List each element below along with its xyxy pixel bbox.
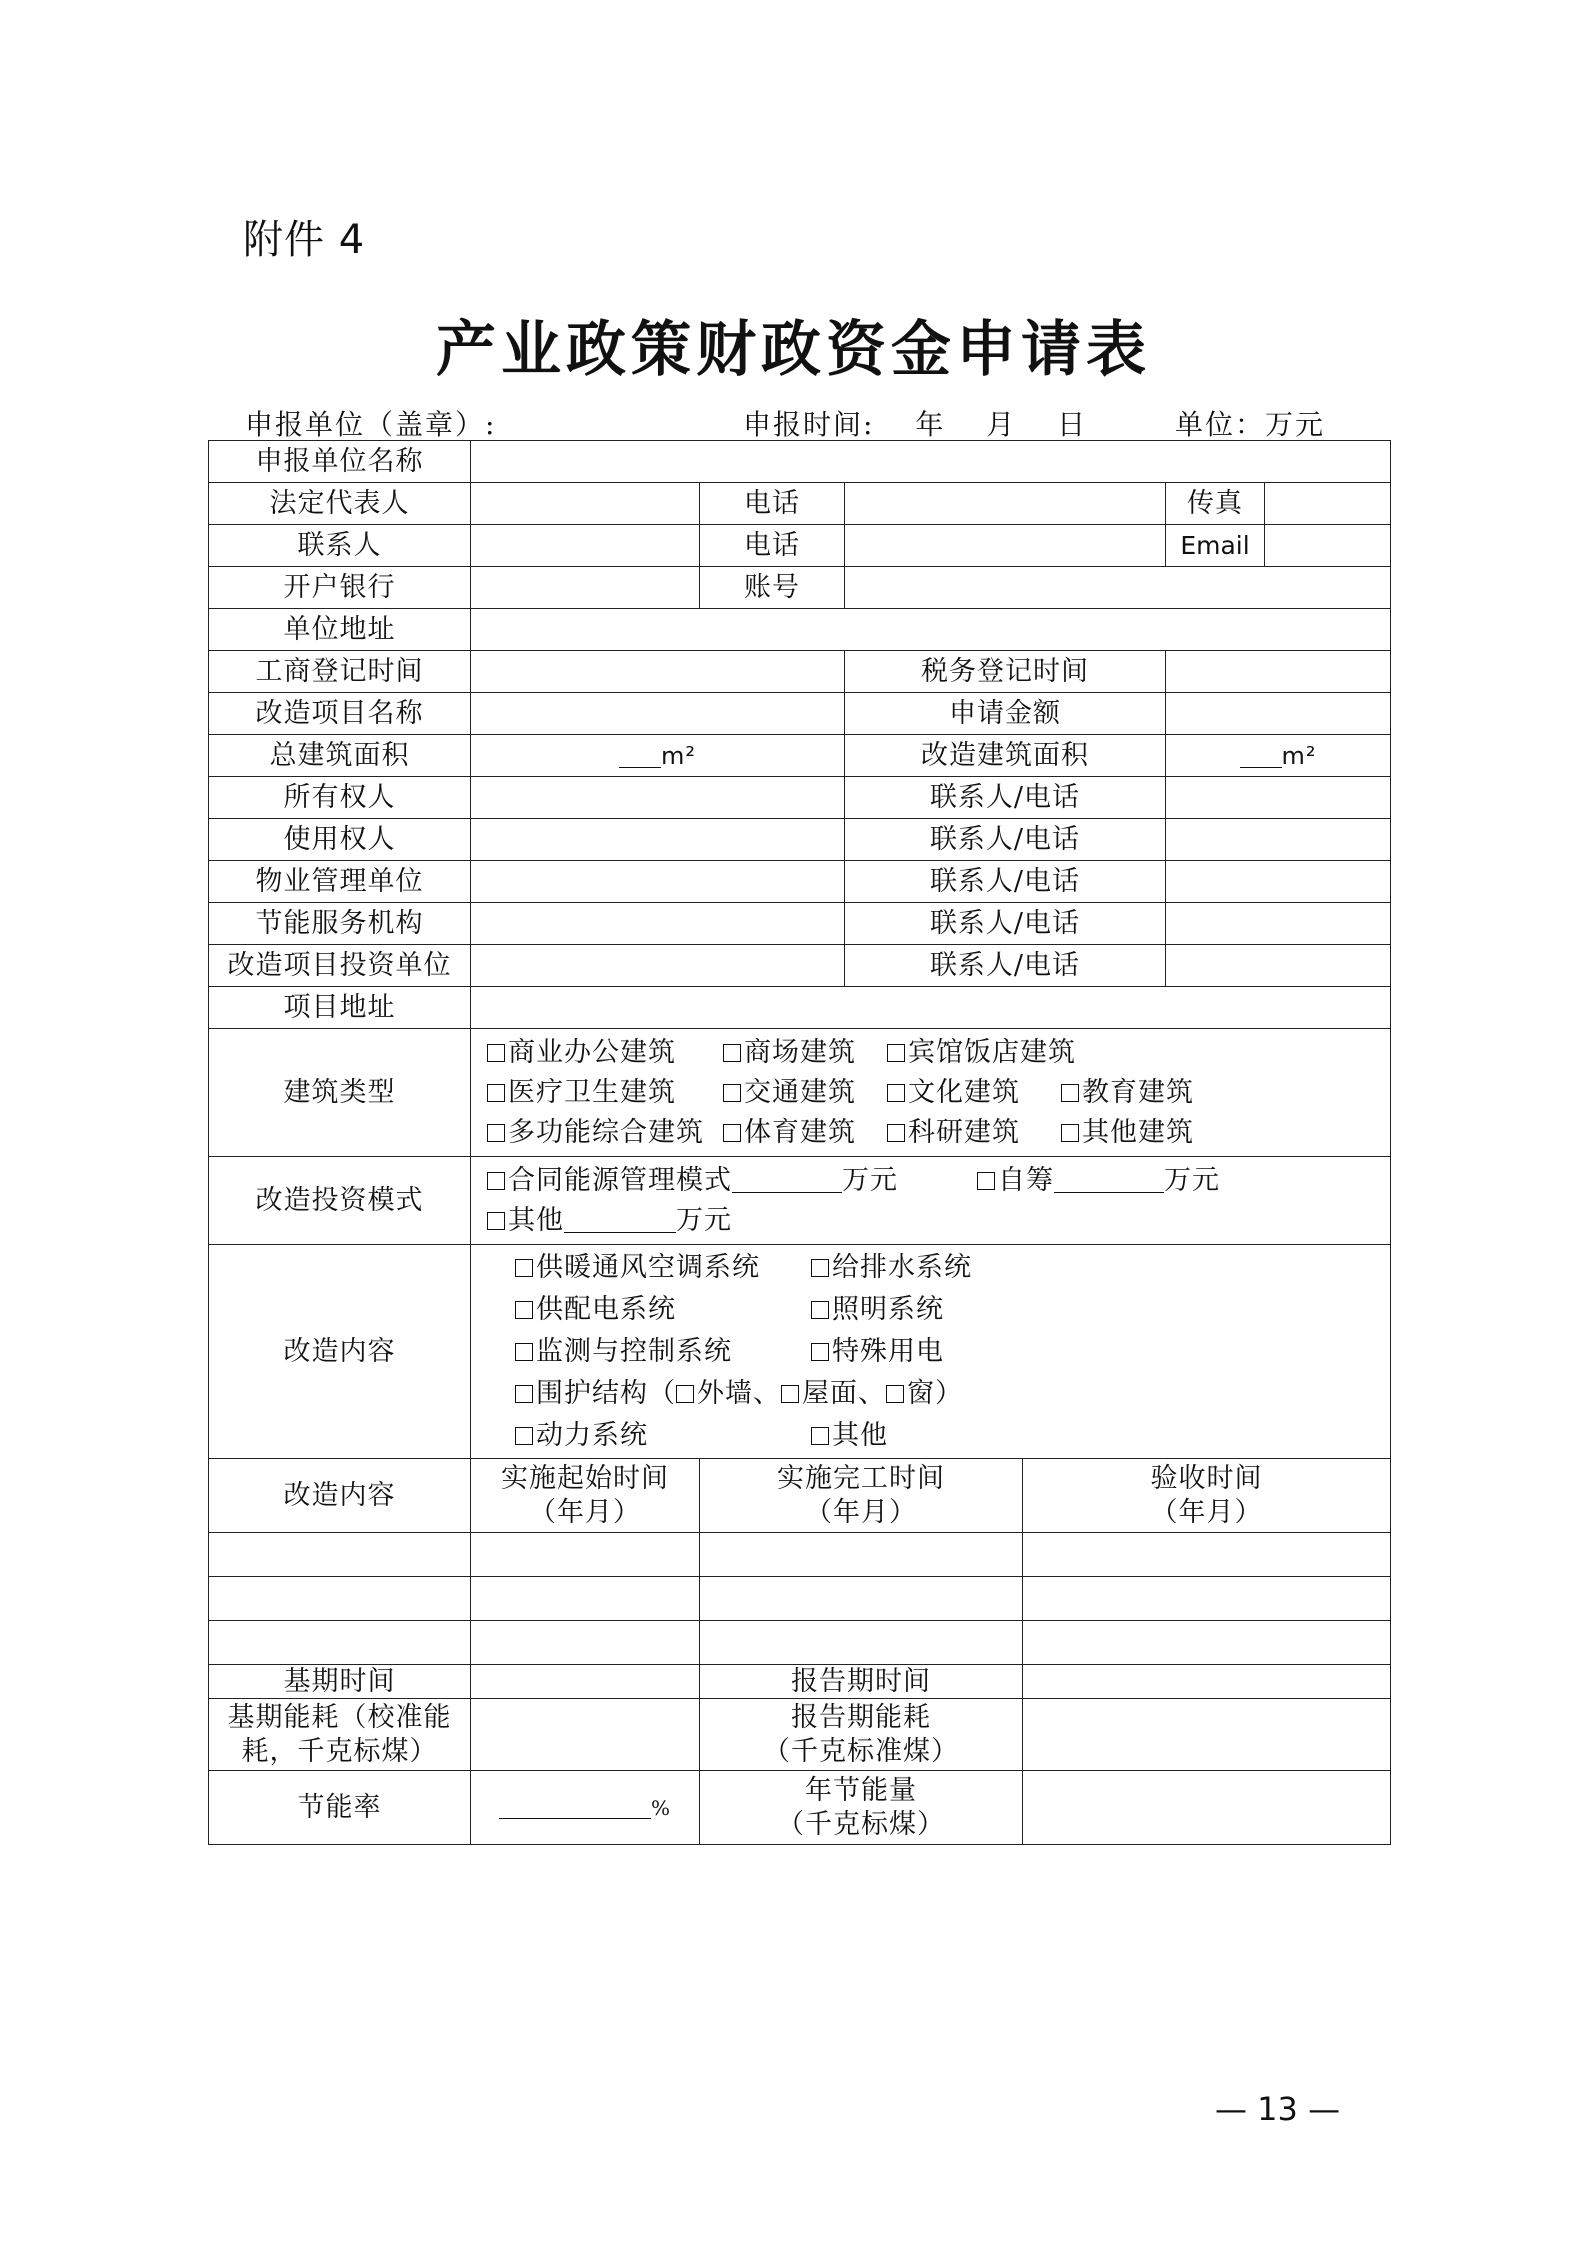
tax-reg-time-label: 税务登记时间 — [845, 651, 1166, 693]
applicant-label: 申报单位名称 — [209, 441, 471, 483]
invest-other-option[interactable]: 其他 万元 — [487, 1205, 732, 1236]
building-type-option[interactable]: 教育建筑 — [1061, 1077, 1194, 1108]
table-row — [209, 861, 1391, 903]
table-row — [209, 1459, 1391, 1533]
renov-area-blank[interactable] — [1240, 741, 1282, 768]
tax-reg-time-value-cell[interactable] — [1166, 651, 1391, 693]
checkbox-icon[interactable] — [487, 1124, 505, 1142]
invest-other-blank[interactable] — [564, 1206, 676, 1233]
renov-option-special[interactable]: 特殊用电 — [811, 1336, 944, 1367]
checkbox-icon[interactable] — [886, 1385, 904, 1403]
table-row — [209, 1771, 1391, 1845]
schedule-start-cell[interactable] — [471, 1533, 700, 1577]
renov-area-label: 改造建筑面积 — [845, 735, 1166, 777]
page-number: — 13 — — [1215, 2090, 1341, 2128]
renov-option-lighting[interactable]: 照明系统 — [811, 1294, 944, 1325]
renov-content-label: 改造内容 — [209, 1245, 471, 1459]
contact-phone-label: 联系人/电话 — [845, 903, 1166, 945]
address-value-cell[interactable] — [471, 609, 1391, 651]
schedule-start-cell[interactable] — [471, 1577, 700, 1621]
building-type-option[interactable]: 体育建筑 — [723, 1113, 887, 1153]
report-energy-value-cell[interactable] — [1023, 1699, 1391, 1771]
phone-label: 电话 — [700, 483, 845, 525]
bank-label: 开户银行 — [209, 567, 471, 609]
saving-rate-label: 节能率 — [209, 1771, 471, 1845]
checkbox-icon[interactable] — [515, 1385, 533, 1403]
email-value-cell[interactable] — [1265, 525, 1391, 567]
area-unit: m² — [661, 741, 696, 770]
building-type-option[interactable]: 医疗卫生建筑 — [487, 1073, 723, 1113]
user-contact-cell[interactable] — [1166, 819, 1391, 861]
schedule-content-cell[interactable] — [209, 1621, 471, 1665]
account-value-cell[interactable] — [845, 567, 1391, 609]
table-row — [209, 1577, 1391, 1621]
renov-option-monitor[interactable]: 监测与控制系统 — [515, 1331, 811, 1373]
apply-amount-label: 申请金额 — [845, 693, 1166, 735]
table-row — [209, 945, 1391, 987]
renov-option-power[interactable]: 供配电系统 — [515, 1289, 811, 1331]
apply-amount-value-cell[interactable] — [1166, 693, 1391, 735]
checkbox-icon[interactable] — [811, 1259, 829, 1277]
investor-contact-cell[interactable] — [1166, 945, 1391, 987]
checkbox-icon[interactable] — [515, 1301, 533, 1319]
table-row — [209, 609, 1391, 651]
base-energy-value-cell[interactable] — [471, 1699, 700, 1771]
report-period-value-cell[interactable] — [1023, 1665, 1391, 1699]
table-row — [209, 735, 1391, 777]
accept-time-header: 验收时间 （年月） — [1023, 1459, 1391, 1533]
table-row — [209, 1533, 1391, 1577]
table-row — [209, 987, 1391, 1029]
table-row — [209, 693, 1391, 735]
applicant-unit-label: 申报单位（盖章）: — [245, 408, 497, 441]
table-row — [209, 1245, 1391, 1459]
total-area-label: 总建筑面积 — [209, 735, 471, 777]
table-row — [209, 483, 1391, 525]
renov-option-motive[interactable]: 动力系统 — [515, 1415, 811, 1457]
contact-label: 联系人 — [209, 525, 471, 567]
annual-saving-label: 年节能量 （千克标煤） — [700, 1771, 1023, 1845]
checkbox-icon[interactable] — [723, 1084, 741, 1102]
invest-mode-label: 改造投资模式 — [209, 1157, 471, 1245]
checkbox-icon[interactable] — [811, 1343, 829, 1361]
energy-service-value-cell[interactable] — [471, 903, 845, 945]
table-row — [209, 1621, 1391, 1665]
bank-value-cell[interactable] — [471, 567, 700, 609]
project-address-value-cell[interactable] — [471, 987, 1391, 1029]
schedule-accept-cell[interactable] — [1023, 1621, 1391, 1665]
invest-mode-options — [471, 1157, 1391, 1245]
saving-rate-value-cell[interactable] — [471, 1771, 700, 1845]
end-time-header: 实施完工时间 （年月） — [700, 1459, 1023, 1533]
percent-sign: % — [650, 1796, 671, 1820]
building-type-option[interactable]: 交通建筑 — [723, 1073, 887, 1113]
table-row — [209, 441, 1391, 483]
user-label: 使用权人 — [209, 819, 471, 861]
legal-rep-phone-cell[interactable] — [845, 483, 1166, 525]
checkbox-icon[interactable] — [887, 1044, 905, 1062]
renov-option-envelope[interactable]: 围护结构（ 外墙、 屋面、 窗） — [515, 1378, 963, 1409]
building-type-option[interactable]: 其他建筑 — [1061, 1117, 1194, 1148]
biz-reg-time-value-cell[interactable] — [471, 651, 845, 693]
property-mgmt-value-cell[interactable] — [471, 861, 845, 903]
contact-phone-cell[interactable] — [845, 525, 1166, 567]
attachment-label: 附件 4 — [243, 217, 366, 263]
table-row — [209, 1665, 1391, 1699]
property-mgmt-label: 物业管理单位 — [209, 861, 471, 903]
contact-phone-label: 联系人/电话 — [845, 819, 1166, 861]
project-address-label: 项目地址 — [209, 987, 471, 1029]
table-row — [209, 651, 1391, 693]
schedule-accept-cell[interactable] — [1023, 1577, 1391, 1621]
email-label: Email — [1166, 525, 1265, 567]
checkbox-icon[interactable] — [887, 1124, 905, 1142]
table-row — [209, 525, 1391, 567]
building-type-option[interactable]: 宾馆饭店建筑 — [887, 1037, 1076, 1068]
checkbox-icon[interactable] — [723, 1044, 741, 1062]
saving-rate-blank[interactable] — [499, 1792, 651, 1819]
address-label: 单位地址 — [209, 609, 471, 651]
checkbox-icon[interactable] — [515, 1427, 533, 1445]
user-value-cell[interactable] — [471, 819, 845, 861]
checkbox-icon[interactable] — [515, 1343, 533, 1361]
checkbox-icon[interactable] — [723, 1124, 741, 1142]
base-energy-label: 基期能耗（校准能 耗，千克标煤） — [209, 1699, 471, 1771]
building-type-option[interactable]: 多功能综合建筑 — [487, 1113, 723, 1153]
checkbox-icon[interactable] — [676, 1385, 694, 1403]
phone-label: 电话 — [700, 525, 845, 567]
legal-rep-value-cell[interactable] — [471, 483, 700, 525]
building-type-option[interactable]: 科研建筑 — [887, 1113, 1061, 1153]
annual-saving-value-cell[interactable] — [1023, 1771, 1391, 1845]
legal-rep-label: 法定代表人 — [209, 483, 471, 525]
checkbox-icon[interactable] — [781, 1385, 799, 1403]
building-type-option[interactable]: 商业办公建筑 — [487, 1033, 723, 1073]
contact-value-cell[interactable] — [471, 525, 700, 567]
total-area-blank[interactable] — [619, 741, 661, 768]
project-name-label: 改造项目名称 — [209, 693, 471, 735]
checkbox-icon[interactable] — [1061, 1084, 1079, 1102]
checkbox-icon[interactable] — [487, 1172, 505, 1190]
currency-unit-label: 单位：万元 — [1175, 408, 1326, 441]
schedule-end-cell[interactable] — [700, 1533, 1023, 1577]
owner-label: 所有权人 — [209, 777, 471, 819]
checkbox-icon[interactable] — [811, 1301, 829, 1319]
invest-self-blank[interactable] — [1054, 1166, 1164, 1193]
renov-content-options — [471, 1245, 1391, 1459]
biz-reg-time-label: 工商登记时间 — [209, 651, 471, 693]
renov-option-other[interactable]: 其他 — [811, 1420, 888, 1451]
renov-content-label: 改造内容 — [209, 1459, 471, 1533]
checkbox-icon[interactable] — [487, 1044, 505, 1062]
table-row — [209, 1029, 1391, 1157]
contact-phone-label: 联系人/电话 — [845, 777, 1166, 819]
energy-service-contact-cell[interactable] — [1166, 903, 1391, 945]
base-period-label: 基期时间 — [209, 1665, 471, 1699]
building-type-option[interactable]: 商场建筑 — [723, 1033, 887, 1073]
table-row — [209, 819, 1391, 861]
contact-phone-label: 联系人/电话 — [845, 861, 1166, 903]
renov-area-value-cell[interactable] — [1166, 735, 1391, 777]
schedule-content-cell[interactable] — [209, 1533, 471, 1577]
renov-option-water[interactable]: 给排水系统 — [811, 1252, 972, 1283]
checkbox-icon[interactable] — [887, 1084, 905, 1102]
building-type-label: 建筑类型 — [209, 1029, 471, 1157]
report-period-label: 报告期时间 — [700, 1665, 1023, 1699]
schedule-end-cell[interactable] — [700, 1577, 1023, 1621]
project-name-value-cell[interactable] — [471, 693, 845, 735]
building-type-option[interactable]: 文化建筑 — [887, 1073, 1061, 1113]
application-date-label: 申报时间: 年 月 日 — [743, 408, 1088, 441]
checkbox-icon[interactable] — [977, 1172, 995, 1190]
invest-contract-blank[interactable] — [732, 1166, 842, 1193]
checkbox-icon[interactable] — [515, 1259, 533, 1277]
application-form-table — [208, 440, 1391, 1845]
checkbox-icon[interactable] — [1061, 1124, 1079, 1142]
owner-contact-cell[interactable] — [1166, 777, 1391, 819]
table-row — [209, 567, 1391, 609]
checkbox-icon[interactable] — [811, 1427, 829, 1445]
report-energy-label: 报告期能耗 （千克标准煤） — [700, 1699, 1023, 1771]
account-label: 账号 — [700, 567, 845, 609]
investor-label: 改造项目投资单位 — [209, 945, 471, 987]
property-mgmt-contact-cell[interactable] — [1166, 861, 1391, 903]
table-row — [209, 777, 1391, 819]
checkbox-icon[interactable] — [487, 1084, 505, 1102]
schedule-end-cell[interactable] — [700, 1621, 1023, 1665]
invest-contract-option[interactable]: 合同能源管理模式 万元 — [487, 1161, 977, 1201]
investor-value-cell[interactable] — [471, 945, 845, 987]
base-period-value-cell[interactable] — [471, 1665, 700, 1699]
schedule-start-cell[interactable] — [471, 1621, 700, 1665]
contact-phone-label: 联系人/电话 — [845, 945, 1166, 987]
building-type-options — [471, 1029, 1391, 1157]
fax-label: 传真 — [1166, 483, 1265, 525]
energy-service-label: 节能服务机构 — [209, 903, 471, 945]
start-time-header: 实施起始时间 （年月） — [471, 1459, 700, 1533]
total-area-value-cell[interactable] — [471, 735, 845, 777]
table-row — [209, 1699, 1391, 1771]
table-row — [209, 1157, 1391, 1245]
schedule-content-cell[interactable] — [209, 1577, 471, 1621]
renov-option-hvac[interactable]: 供暖通风空调系统 — [515, 1247, 811, 1289]
table-row — [209, 903, 1391, 945]
fax-value-cell[interactable] — [1265, 483, 1391, 525]
checkbox-icon[interactable] — [487, 1212, 505, 1230]
page-title: 产业政策财政资金申请表 — [436, 315, 1151, 385]
schedule-accept-cell[interactable] — [1023, 1533, 1391, 1577]
applicant-value-cell[interactable] — [471, 441, 1391, 483]
owner-value-cell[interactable] — [471, 777, 845, 819]
invest-self-option[interactable]: 自筹 万元 — [977, 1165, 1220, 1196]
area-unit: m² — [1281, 741, 1317, 770]
